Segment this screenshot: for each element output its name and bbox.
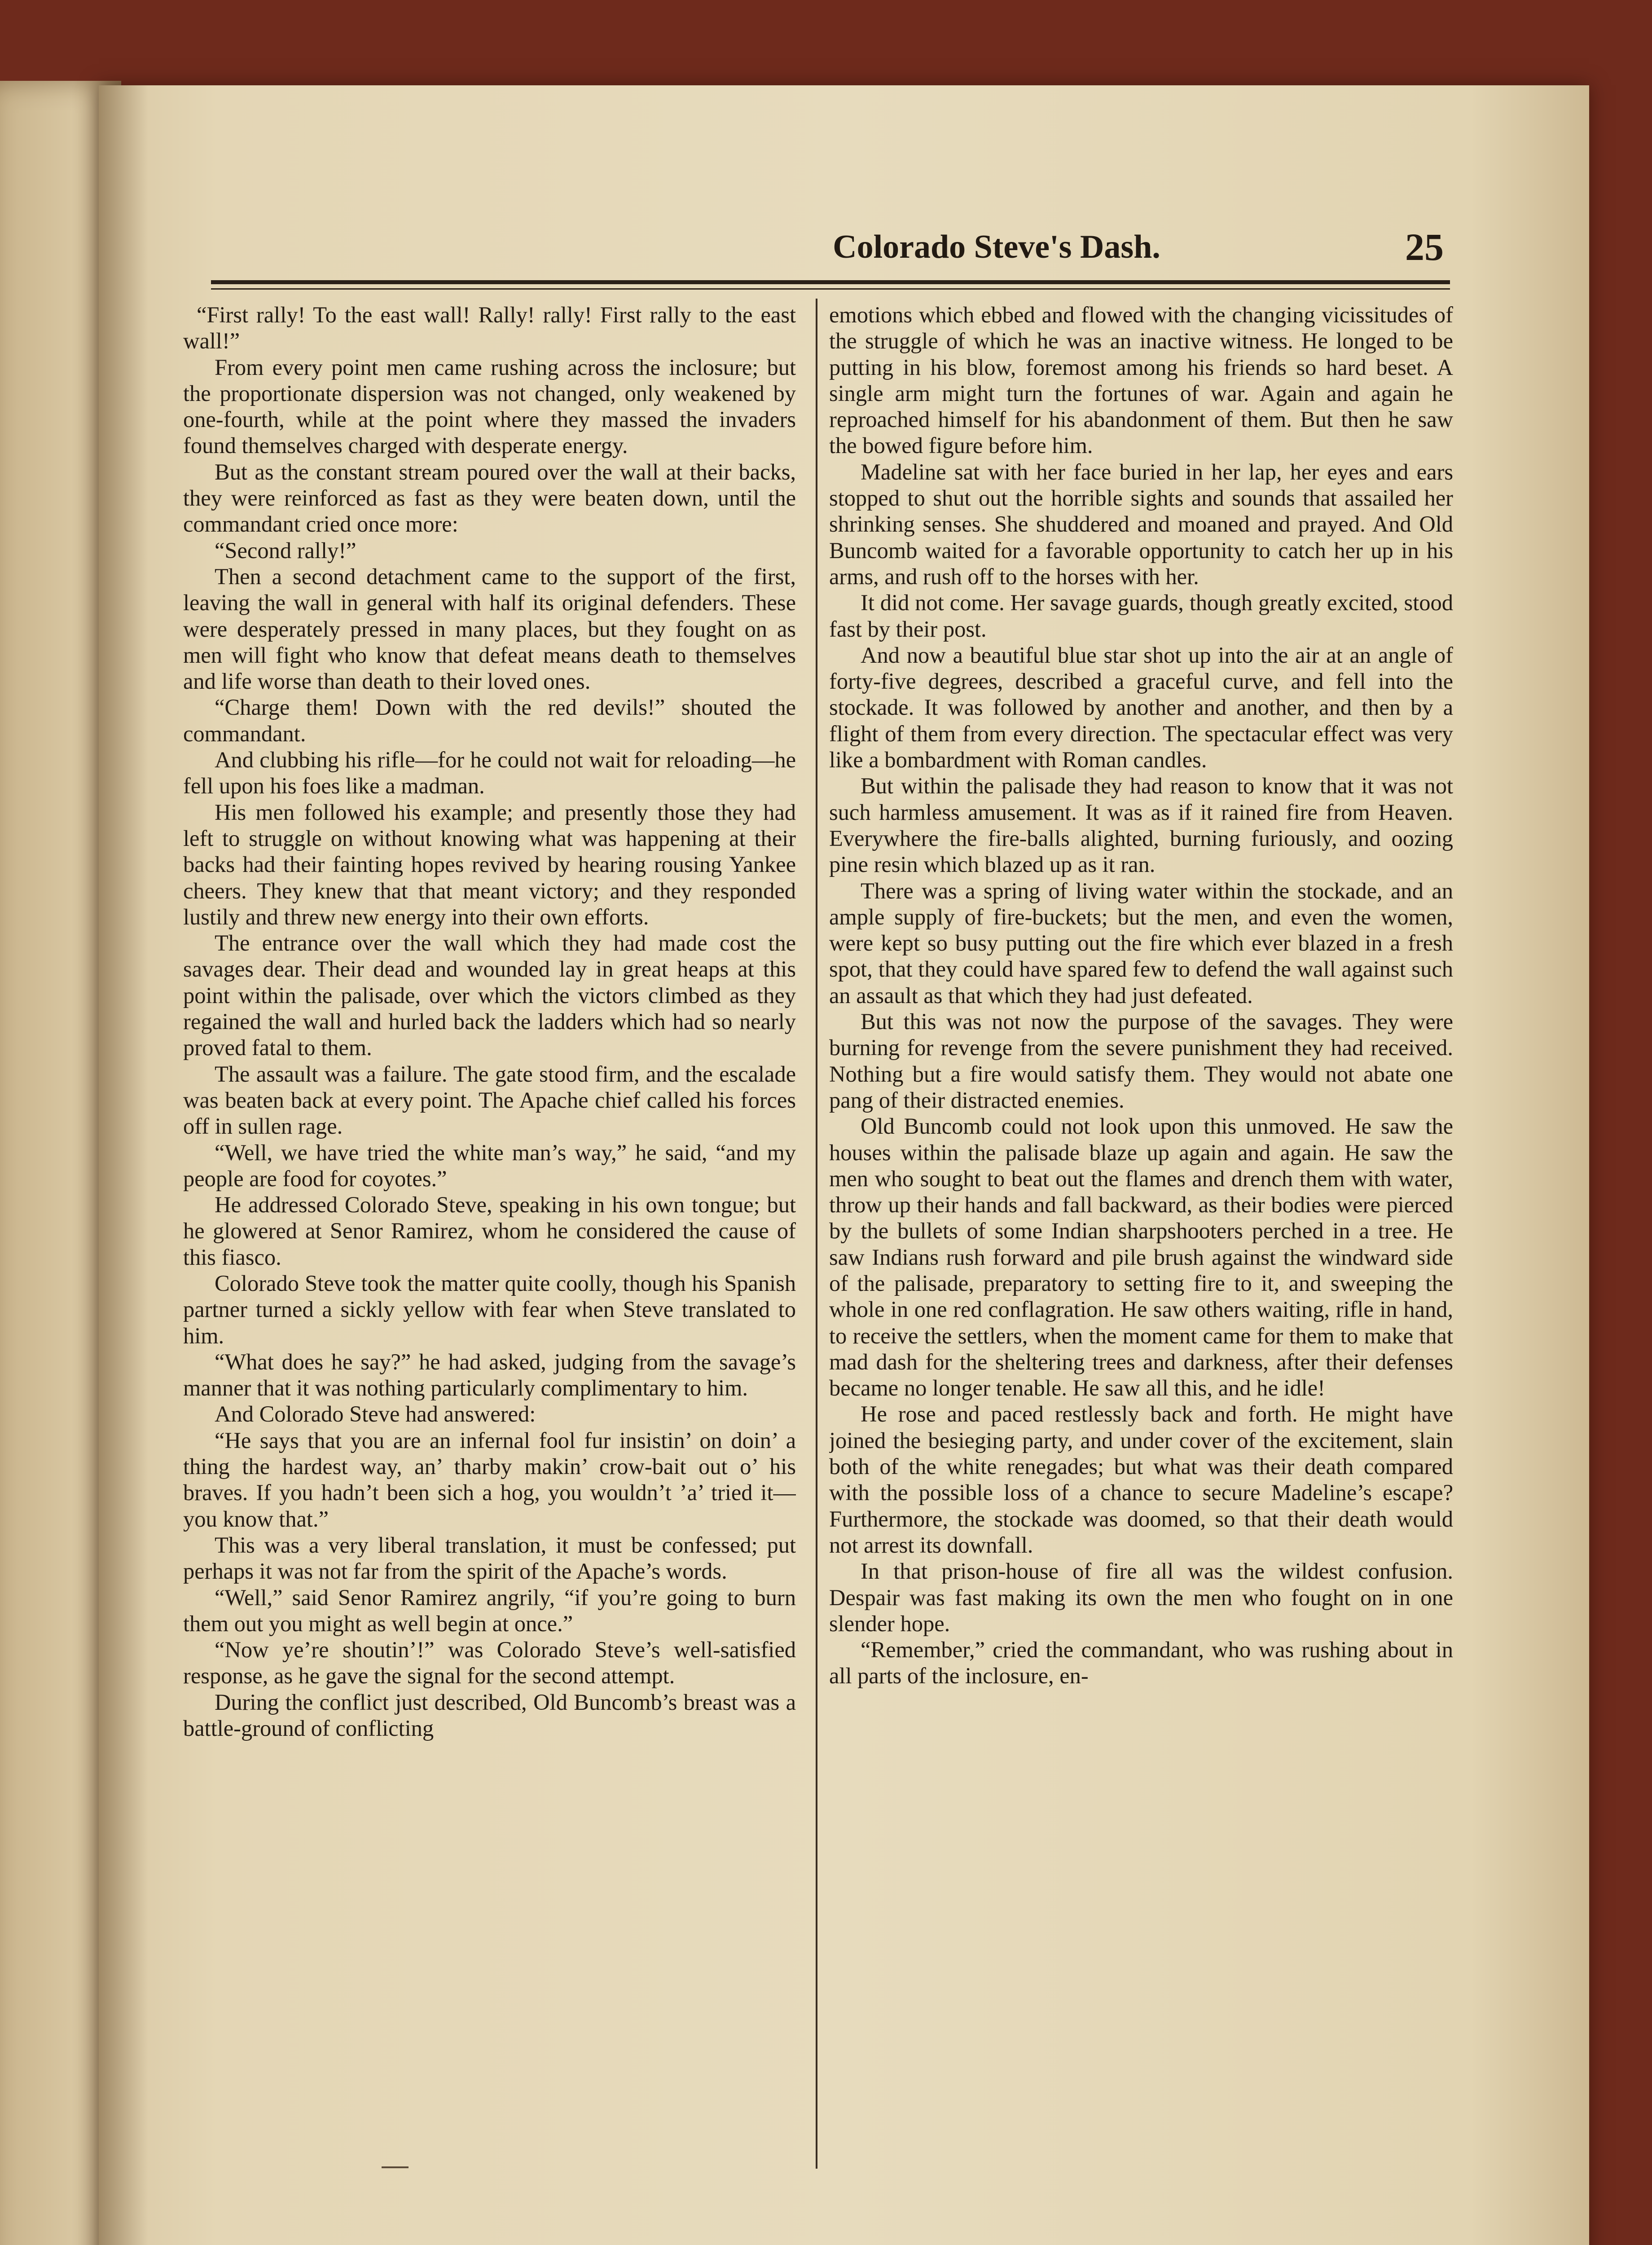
paragraph: “Charge them! Down with the red devils!” shouted the commandant. <box>183 695 796 746</box>
paragraph: The assault was a failure. The gate stood firm, and the escalade was beaten back at every point. The Apache chief called his forces off in sullen rage. <box>183 1061 796 1139</box>
paragraph: This was a very liberal translation, it must be confessed; put perhaps it was not far from the spirit of the Apache’s words. <box>183 1532 796 1584</box>
paragraph: In that prison-house of fire all was the wildest confusion. Despair was fast making its own the men who fought on in one slender hope. <box>829 1558 1453 1636</box>
paragraph: But within the palisade they had reason to know that it was not such harmless amusement. It was as if it rained fire from Heaven. Everywhere the fire-balls alighted, burning furiously, and oozing pine resin which blazed up as it ran. <box>829 773 1453 877</box>
header-rule-thin <box>211 288 1450 290</box>
column-divider <box>816 299 817 2169</box>
page-number: 25 <box>1405 225 1444 269</box>
paragraph: From every point men came rushing across the inclosure; but the proportionate dispersion was not changed, only weakened by one-fourth, while at the point where they massed the invaders found themselves charged with desperate energy. <box>183 354 796 458</box>
paragraph: Then a second detachment came to the support of the first, leaving the wall in general with half its original defenders. These were desperately pressed in many places, but they fought on as men will fight who know that defeat means death to themselves and life worse than death to their loved ones. <box>183 563 796 694</box>
paragraph: Colorado Steve took the matter quite coolly, though his Spanish partner turned a sickly yellow with fear when Steve translated to him. <box>183 1270 796 1348</box>
page-gutter-shadow <box>99 85 148 2245</box>
paragraph: And clubbing his rifle—for he could not wait for reloading—he fell upon his foes like a madman. <box>183 747 796 799</box>
paragraph: “First rally! To the east wall! Rally! rally! First rally to the east wall!” <box>183 302 796 354</box>
paragraph: And now a beautiful blue star shot up into the air at an angle of forty-five degrees, described a graceful curve, and fell into the stockade. It was followed by another and another, and then by a flight of them from every direction. The spectacular effect was very like a bombardment with Roman candles. <box>829 642 1453 773</box>
text-column-right <box>829 302 1453 2170</box>
paragraph: But this was not now the purpose of the savages. They were burning for revenge from the severe punishment they had received. Nothing but a fire would satisfy them. They would not abate one pang of their distracted enemies. <box>829 1009 1453 1113</box>
paragraph: “Well, we have tried the white man’s way,” he said, “and my people are food for coyotes.” <box>183 1140 796 1191</box>
paragraph: During the conflict just described, Old Buncomb’s breast was a battle-ground of conflicting <box>183 1689 796 1741</box>
paragraph: It did not come. Her savage guards, though greatly excited, stood fast by their post. <box>829 590 1453 642</box>
paragraph: “Remember,” cried the commandant, who was rushing about in all parts of the inclosure, en- <box>829 1637 1453 1689</box>
paragraph: Old Buncomb could not look upon this unmoved. He saw the houses within the palisade blaze up again and again. He saw the men who sought to beat out the flames and drench them with water, throw up their hands and fall backward, as their bodies were pierced by the bullets of some Indian sharpshooters perched in a tree. He saw Indians rush forward and pile brush against the windward side of the palisade, preparatory to setting fire to it, and sweeping the whole in one red conflagration. He saw others waiting, rifle in hand, to receive the settlers, when the moment came for them to make that mad dash for the sheltering trees and darkness, after their defenses became no longer tenable. He saw all this, and he idle! <box>829 1114 1453 1401</box>
paragraph: emotions which ebbed and flowed with the changing vicissitudes of the struggle of which he was an inactive witness. He longed to be putting in his blow, foremost among his friends so hard beset. A single arm might turn the fortunes of war. Again and again he reproached himself for his abandonment of them. But then he saw the bowed figure before him. <box>829 302 1453 458</box>
paragraph: And Colorado Steve had answered: <box>215 1401 536 1427</box>
printers-mark <box>382 2166 409 2168</box>
paragraph: He rose and paced restlessly back and forth. He might have joined the besieging party, and under cover of the excitement, slain both of the white renegades; but what was their death compared with the possible loss of a chance to secure Madeline’s escape? Furthermore, the stockade was doomed, so that their death would not arrest its downfall. <box>829 1401 1453 1558</box>
text-column-left <box>183 302 796 2170</box>
paragraph: He addressed Colorado Steve, speaking in his own tongue; but he glowered at Senor Ramirez, whom he considered the cause of this fiasco. <box>183 1192 796 1270</box>
paragraph: Madeline sat with her face buried in her lap, her eyes and ears stopped to shut out the horrible sights and sounds that assailed her shrinking senses. She shuddered and moaned and prayed. And Old Buncomb waited for a favorable opportunity to catch her up in his arms, and rush off to the horses with her. <box>829 459 1453 589</box>
paragraph: His men followed his example; and presently those they had left to struggle on without knowing what was happening at their backs had their fainting hopes revived by hearing rousing Yankee cheers. They knew that that meant victory; and they responded lustily and threw new energy into their own efforts. <box>183 799 796 929</box>
paragraph: “Second rally!” <box>215 537 356 563</box>
paragraph: “What does he say?” he had asked, judging from the savage’s manner that it was nothing particularly complimentary to him. <box>183 1349 796 1401</box>
paragraph: “Well,” said Senor Ramirez angrily, “if you’re going to burn them out you might as well begin at once.” <box>183 1585 796 1636</box>
paragraph: There was a spring of living water within the stockade, and an ample supply of fire-buckets; but the men, and even the women, were kept so busy putting out the fire which ever blazed in a fresh spot, that they could have spared few to defend the wall against such an assault as that which they had just defeated. <box>829 878 1453 1008</box>
paragraph: But as the constant stream poured over the wall at their backs, they were reinforced as fast as they were beaten down, until the commandant cried once more: <box>183 459 796 537</box>
paragraph: The entrance over the wall which they had made cost the savages dear. Their dead and wounded lay in great heaps at this point within the palisade, over which the victors climbed as they regained the wall and hurled back the ladders which had so nearly proved fatal to them. <box>183 930 796 1061</box>
header-rule <box>211 280 1450 284</box>
running-title: Colorado Steve's Dash. <box>833 229 1160 265</box>
paragraph: “Now ye’re shoutin’!” was Colorado Steve’s well-satisfied response, as he gave the signal for the second attempt. <box>183 1637 796 1689</box>
paragraph: “He says that you are an infernal fool fur insistin’ on doin’ a thing the hardest way, an’ tharby makin’ crow-bait out o’ his braves. If you hadn’t been sich a hog, you wouldn’t ’a’ tried it—you know that.” <box>183 1427 796 1532</box>
